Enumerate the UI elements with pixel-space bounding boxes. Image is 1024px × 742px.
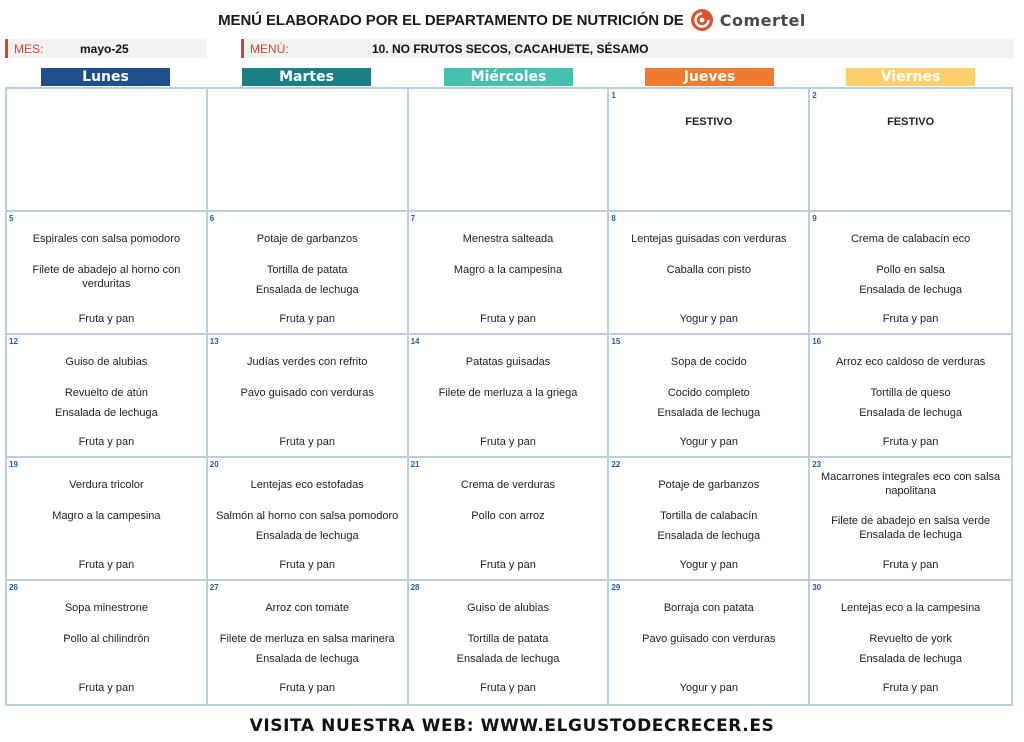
calendar-day-cell — [810, 335, 1011, 458]
dessert: Yogur y pan — [679, 682, 738, 694]
second-course: Revuelto de atún — [64, 387, 148, 399]
first-course: Judías verdes con refrito — [246, 356, 368, 368]
dessert: Fruta y pan — [480, 559, 536, 571]
day-number: 28 — [410, 583, 420, 592]
second-course: Filete de merluza en salsa marinera — [219, 633, 395, 645]
dessert: Fruta y pan — [882, 436, 939, 448]
day-number: 14 — [410, 337, 420, 346]
holiday-label: FESTIVO — [685, 116, 733, 128]
second-course: Pavo guisado con verduras — [642, 633, 776, 645]
dessert: Fruta y pan — [279, 436, 336, 448]
side-dish: Ensalada de lechuga — [456, 653, 560, 665]
dessert: Fruta y pan — [279, 313, 336, 325]
side-dish: Ensalada de lechuga — [55, 407, 158, 419]
second-course: Tortilla de patata — [467, 633, 549, 645]
first-course: Espirales con salsa pomodoro — [32, 233, 181, 245]
side-dish: Ensalada de lechuga — [255, 284, 359, 296]
first-course: Potaje de garbanzos — [256, 233, 358, 245]
first-course: Guiso de alubias — [65, 356, 148, 368]
website-footer: VISITA NUESTRA WEB: WWW.ELGUSTODECRECER.ES — [249, 716, 775, 736]
day-number: 26 — [9, 583, 18, 592]
day-number: 16 — [812, 337, 822, 346]
first-course: Lentejas eco a la campesina — [840, 602, 981, 614]
second-course: Pavo guisado con verduras — [240, 387, 374, 399]
dessert: Fruta y pan — [78, 682, 135, 694]
day-number: 6 — [209, 214, 215, 223]
page-header — [0, 6, 1024, 34]
side-dish: Ensalada de lechuga — [859, 653, 962, 665]
second-course: Pollo al chilindrón — [63, 633, 150, 645]
day-number: 5 — [9, 214, 14, 223]
dessert: Fruta y pan — [279, 682, 336, 694]
first-course: Arroz eco caldoso de verduras — [836, 356, 986, 368]
dessert: Fruta y pan — [480, 436, 536, 448]
calendar-day-cell — [7, 212, 208, 335]
day-number: 15 — [611, 337, 621, 346]
day-number: 1 — [611, 91, 616, 100]
calendar-day-cell — [208, 89, 409, 212]
second-course: Filete de merluza a la griega — [438, 387, 578, 399]
dessert: Yogur y pan — [679, 559, 738, 571]
dessert: Fruta y pan — [78, 559, 135, 571]
calendar-day-cell — [7, 581, 208, 704]
first-course: Crema de calabacín eco — [850, 233, 971, 245]
first-course: Patatas guisadas — [465, 356, 551, 368]
calendar-day-cell — [409, 212, 610, 335]
day-number: 9 — [812, 214, 817, 223]
day-number: 12 — [9, 337, 18, 346]
weekday-header-2: Miércoles — [444, 68, 573, 86]
month-label: MES: — [14, 41, 44, 56]
second-course: Magro a la campesina — [52, 510, 161, 522]
side-dish: Ensalada de lechuga — [859, 529, 962, 541]
dessert: Fruta y pan — [882, 559, 939, 571]
weekday-header-1: Martes — [242, 68, 371, 86]
day-number: 29 — [611, 583, 621, 592]
day-number: 30 — [812, 583, 822, 592]
first-course: Crema de verduras — [460, 479, 556, 491]
second-course: Magro a la campesina — [453, 264, 563, 276]
dessert: Fruta y pan — [480, 682, 536, 694]
day-number: 13 — [209, 337, 219, 346]
first-course: Sopa minestrone — [64, 602, 148, 614]
calendar-day-cell — [409, 89, 610, 212]
day-number: 19 — [9, 460, 18, 469]
brand-logo — [690, 8, 806, 32]
weekday-header-0: Lunes — [41, 68, 170, 86]
first-course: Guiso de alubias — [467, 602, 549, 614]
day-number: 22 — [611, 460, 621, 469]
side-dish: Ensalada de lechuga — [859, 407, 962, 419]
calendar-day-cell — [409, 458, 610, 581]
dessert: Fruta y pan — [78, 436, 135, 448]
calendar-day-cell — [208, 581, 409, 704]
first-course: Lentejas eco estofadas — [250, 479, 364, 491]
calendar-day-cell — [208, 335, 409, 458]
comertel-logo-icon — [690, 8, 714, 32]
day-number: 23 — [812, 460, 822, 469]
day-number: 2 — [812, 91, 817, 100]
dessert: Yogur y pan — [679, 436, 738, 448]
weekday-header-4: Viernes — [846, 68, 975, 86]
second-course: Pollo en salsa — [876, 264, 945, 276]
day-number: 27 — [209, 583, 219, 592]
first-course: Potaje de garbanzos — [658, 479, 760, 491]
calendar-day-cell — [7, 458, 208, 581]
calendar-day-cell — [409, 581, 610, 704]
calendar-day-cell — [810, 89, 1011, 212]
day-number: 8 — [611, 214, 616, 223]
menu-value: 10. NO FRUTOS SECOS, CACAHUETE, SÉSAMO — [372, 41, 649, 56]
menu-label: MENÚ: — [250, 41, 289, 56]
dessert: Fruta y pan — [882, 313, 939, 325]
day-number: 21 — [410, 460, 420, 469]
calendar-day-cell — [810, 581, 1011, 704]
day-number: 7 — [410, 214, 416, 223]
dessert: Fruta y pan — [279, 559, 336, 571]
second-course: Filete de abadejo al horno con verduritas — [32, 264, 181, 290]
second-course: Tortilla de calabacín — [660, 510, 758, 522]
weekday-header-3: Jueves — [645, 68, 774, 86]
second-course: Pollo con arroz — [471, 510, 545, 522]
first-course: Verdura tricolor — [69, 479, 144, 491]
dessert: Fruta y pan — [480, 313, 536, 325]
menu-calendar-grid — [5, 87, 1013, 706]
calendar-day-cell — [7, 335, 208, 458]
calendar-day-cell — [810, 212, 1011, 335]
calendar-day-cell — [609, 89, 810, 212]
calendar-day-cell — [609, 581, 810, 704]
side-dish: Ensalada de lechuga — [657, 530, 761, 542]
month-value: mayo-25 — [80, 41, 129, 56]
calendar-day-cell — [409, 335, 610, 458]
second-course: Tortilla de patata — [266, 264, 348, 276]
holiday-label: FESTIVO — [887, 116, 935, 128]
dessert: Fruta y pan — [882, 682, 939, 694]
page-title: MENÚ ELABORADO POR EL DEPARTAMENTO DE NUTRICIÓN DE — [218, 11, 684, 29]
second-course: Tortilla de queso — [870, 387, 951, 399]
calendar-day-cell — [208, 458, 409, 581]
first-course: Borraja con patata — [663, 602, 754, 614]
calendar-day-cell — [810, 458, 1011, 581]
menu-field — [241, 39, 1014, 58]
brand-name: Comertel — [719, 10, 806, 30]
month-field — [5, 39, 207, 58]
side-dish: Ensalada de lechuga — [657, 407, 761, 419]
calendar-day-cell — [208, 212, 409, 335]
second-course: Filete de abadejo en salsa verde — [831, 515, 991, 527]
first-course: Arroz con tomate — [265, 602, 350, 614]
dessert: Yogur y pan — [679, 313, 738, 325]
first-course: Macarrones integrales eco con salsa napolitana — [821, 471, 1001, 497]
calendar-day-cell — [609, 335, 810, 458]
first-course: Lentejas guisadas con verduras — [631, 233, 787, 245]
calendar-day-cell — [7, 89, 208, 212]
calendar-day-cell — [609, 212, 810, 335]
second-course: Revuelto de york — [869, 633, 952, 645]
second-course: Caballa con pisto — [666, 264, 751, 276]
calendar-day-cell — [609, 458, 810, 581]
first-course: Sopa de cocido — [670, 356, 747, 368]
side-dish: Ensalada de lechuga — [255, 530, 359, 542]
first-course: Menestra salteada — [462, 233, 554, 245]
second-course: Cocido completo — [667, 387, 750, 399]
day-number: 20 — [209, 460, 219, 469]
dessert: Fruta y pan — [78, 313, 135, 325]
side-dish: Ensalada de lechuga — [255, 653, 359, 665]
second-course: Salmón al horno con salsa pomodoro — [216, 510, 399, 522]
side-dish: Ensalada de lechuga — [859, 284, 962, 296]
